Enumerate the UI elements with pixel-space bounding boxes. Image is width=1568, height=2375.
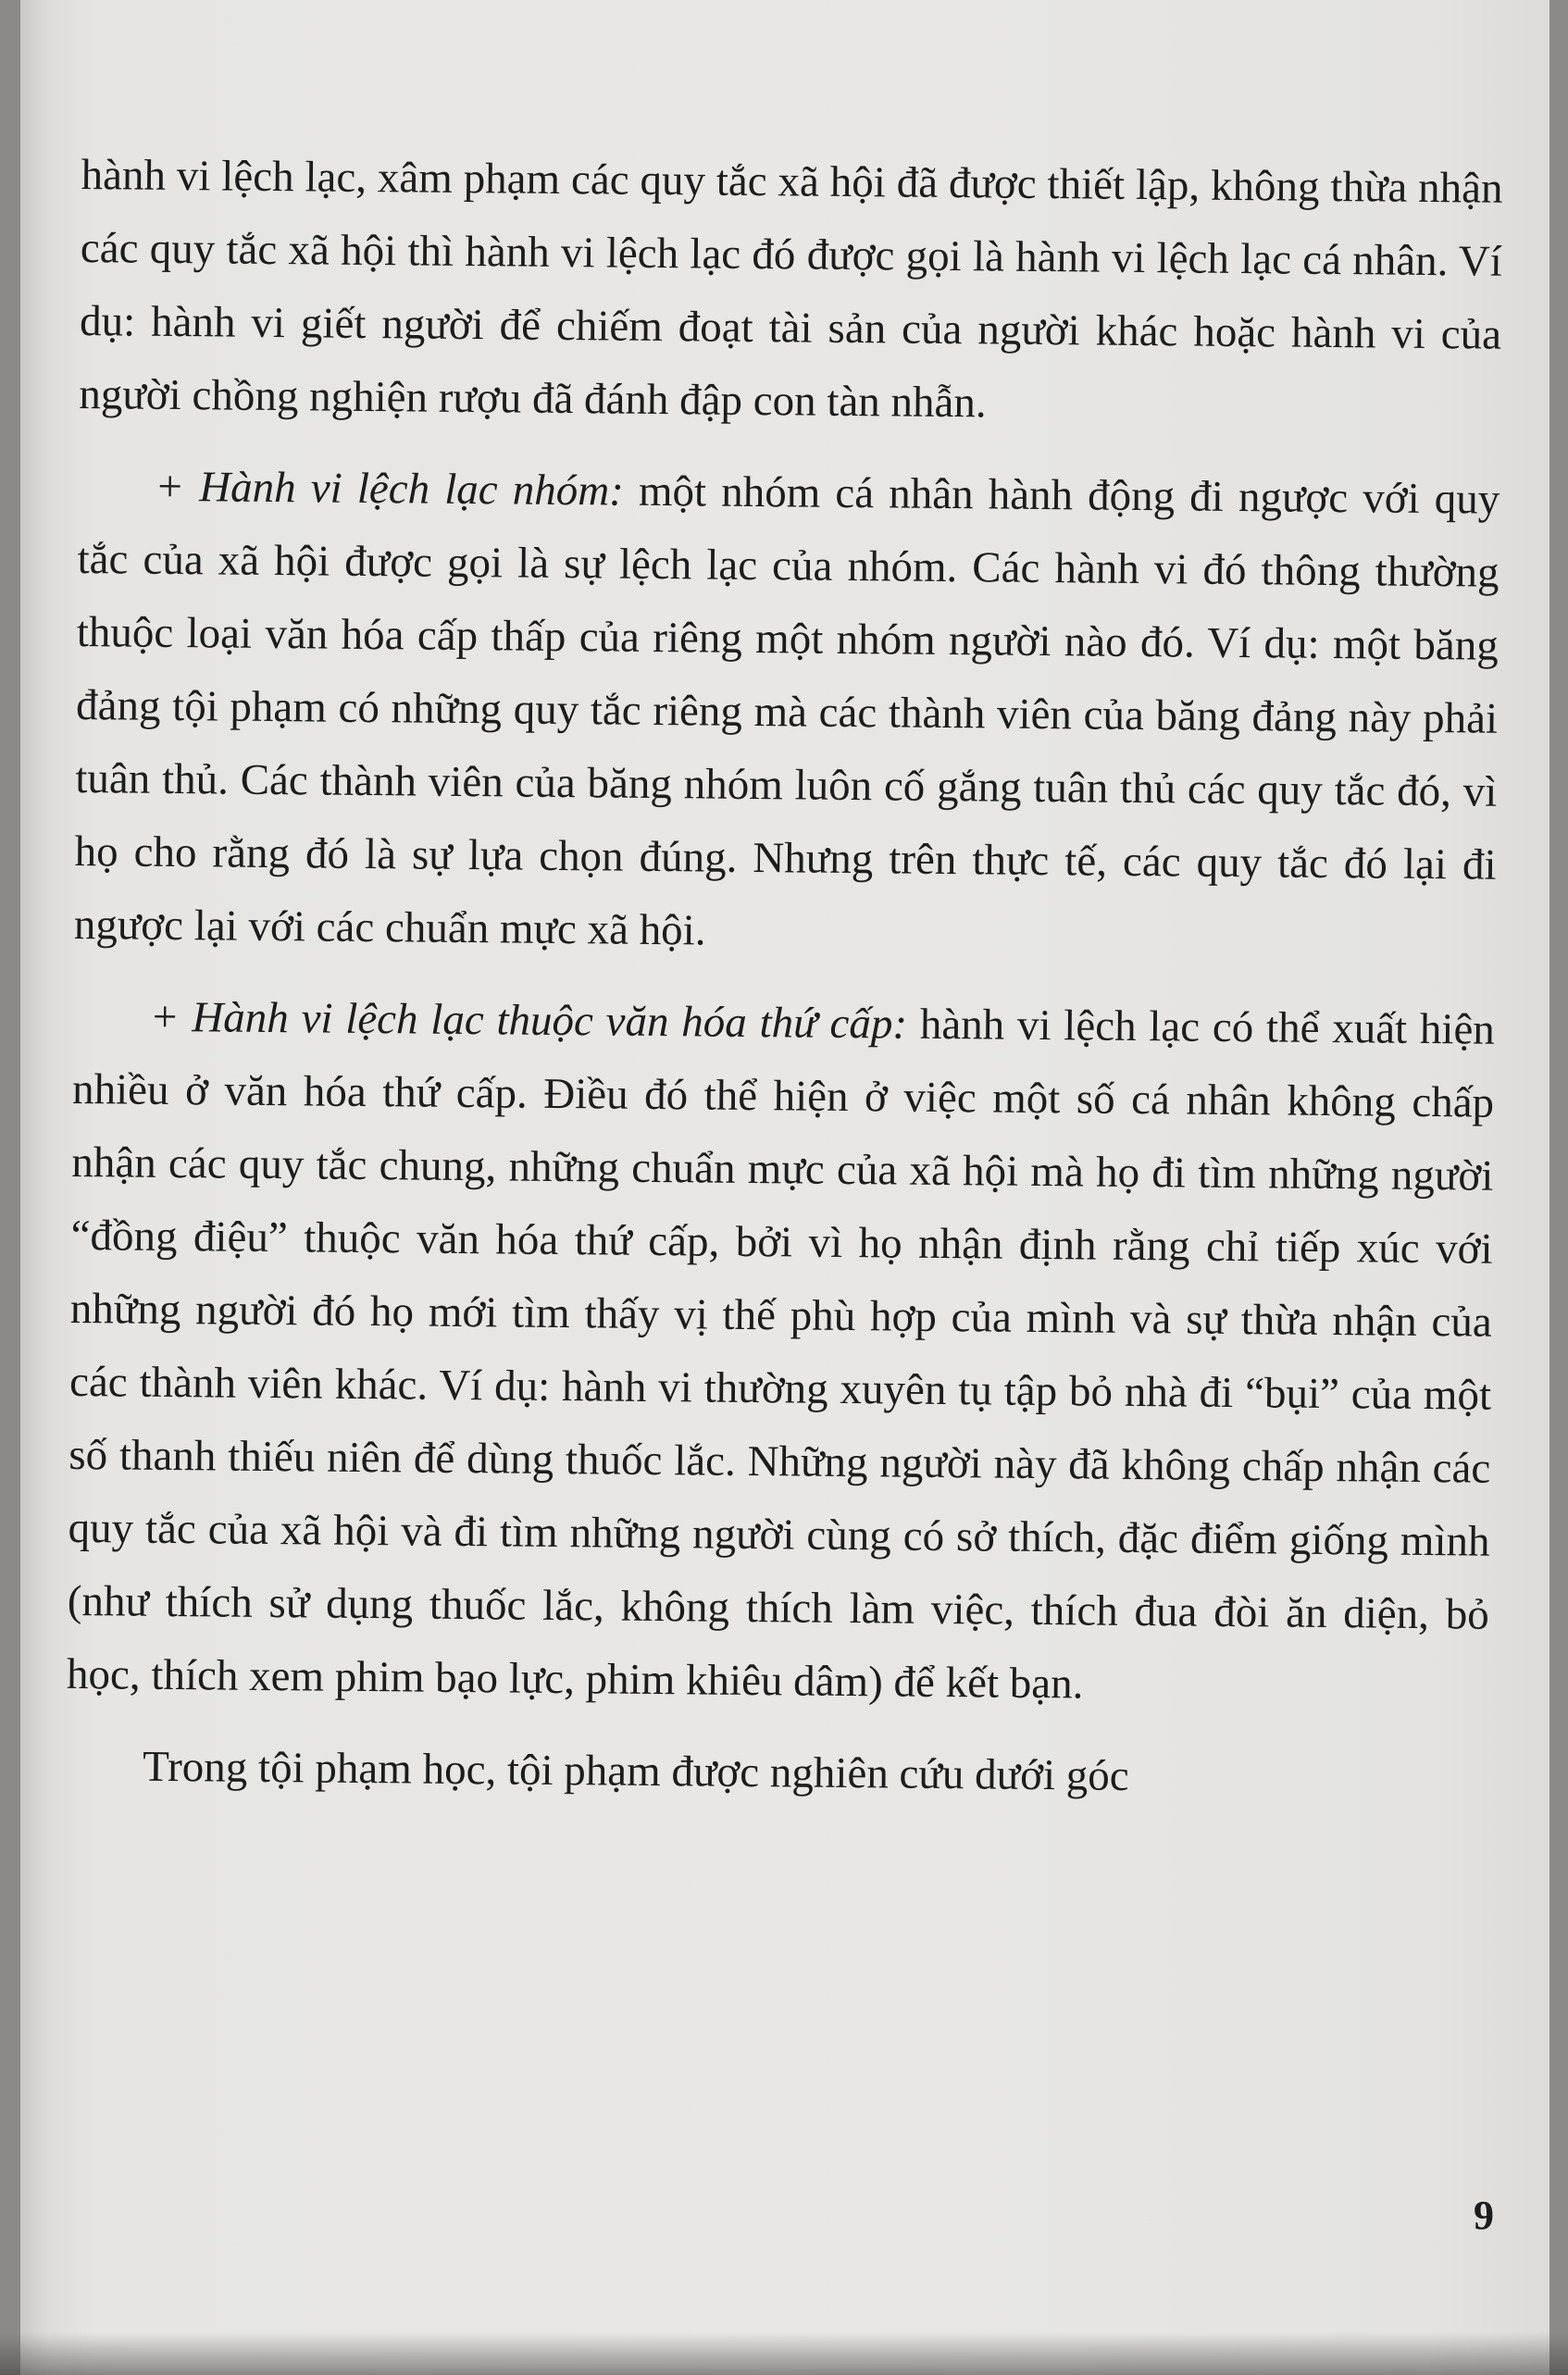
paragraph-term: + Hành vi lệch lạc nhóm: bbox=[155, 462, 625, 516]
paragraph-text: hành vi lệch lạc, xâm phạm các quy tắc xã hội đã được thiết lập, không thừa nhận các quy tắc xã hội thì hành vi lệch lạc đó được gọi là hành vi lệch lạc cá nhân. Ví dụ: hành vi giết người để chiếm đoạt tài sản của người khác hoặc hành vi của người chồng nghiện rượu đã đánh đập con tàn nhẫn. bbox=[79, 150, 1503, 428]
paragraph-group-deviance bbox=[73, 450, 1500, 976]
paragraph-criminology bbox=[66, 1730, 1488, 1817]
page-body bbox=[66, 139, 1503, 1817]
bottom-shadow bbox=[0, 2332, 1568, 2375]
book-page bbox=[20, 0, 1549, 2375]
paragraph-text: hành vi lệch lạc có thể xuất hiện nhiều ở văn hóa thứ cấp. Điều đó thể hiện ở việc một số cá nhân không chấp nhận các quy tắc chung, những chuẩn mực của xã hội mà họ đi tìm những người “đồng điệu” thuộc văn hóa thứ cấp, bởi vì họ nhận định rằng chỉ tiếp xúc với những người đó họ mới tìm thấy vị thế phù hợp của mình và sự thừa nhận của các thành viên khác. Ví dụ: hành vi thường xuyên tụ tập bỏ nhà đi “bụi” của một số thanh thiếu niên để dùng thuốc lắc. Những người này đã không chấp nhận các quy tắc của xã hội và đi tìm những người cùng có sở thích, đặc điểm giống mình (như thích sử dụng thuốc lắc, không thích làm việc, thích đua đòi ăn diện, bỏ học, thích xem phim bạo lực, phim khiêu dâm) để kết bạn. bbox=[66, 1000, 1496, 1709]
paragraph-text: Trong tội phạm học, tội phạm được nghiên cứu dưới góc bbox=[142, 1742, 1129, 1800]
paragraph-individual-deviance bbox=[79, 139, 1503, 445]
paragraph-term: + Hành vi lệch lạc thuộc văn hóa thứ cấp: bbox=[149, 992, 908, 1049]
page-number: 9 bbox=[1474, 2193, 1494, 2238]
paragraph-subculture-deviance bbox=[67, 980, 1496, 1725]
paragraph-text: một nhóm cá nhân hành động đi ngược với quy tắc của xã hội được gọi là sự lệch lạc của nhóm. Các hành vi đó thông thường thuộc loại văn hóa cấp thấp của riêng một nhóm người nào đó. Ví dụ: một băng đảng tội phạm có những quy tắc riêng mà các thành viên của băng đảng này phải tuân thủ. Các thành viên của băng nhóm luôn cố gắng tuân thủ các quy tắc đó, vì họ cho rằng đó là sự lựa chọn đúng. Nhưng trên thực tế, các quy tắc đó lại đi ngược lại với các chuẩn mực xã hội. bbox=[73, 466, 1500, 955]
